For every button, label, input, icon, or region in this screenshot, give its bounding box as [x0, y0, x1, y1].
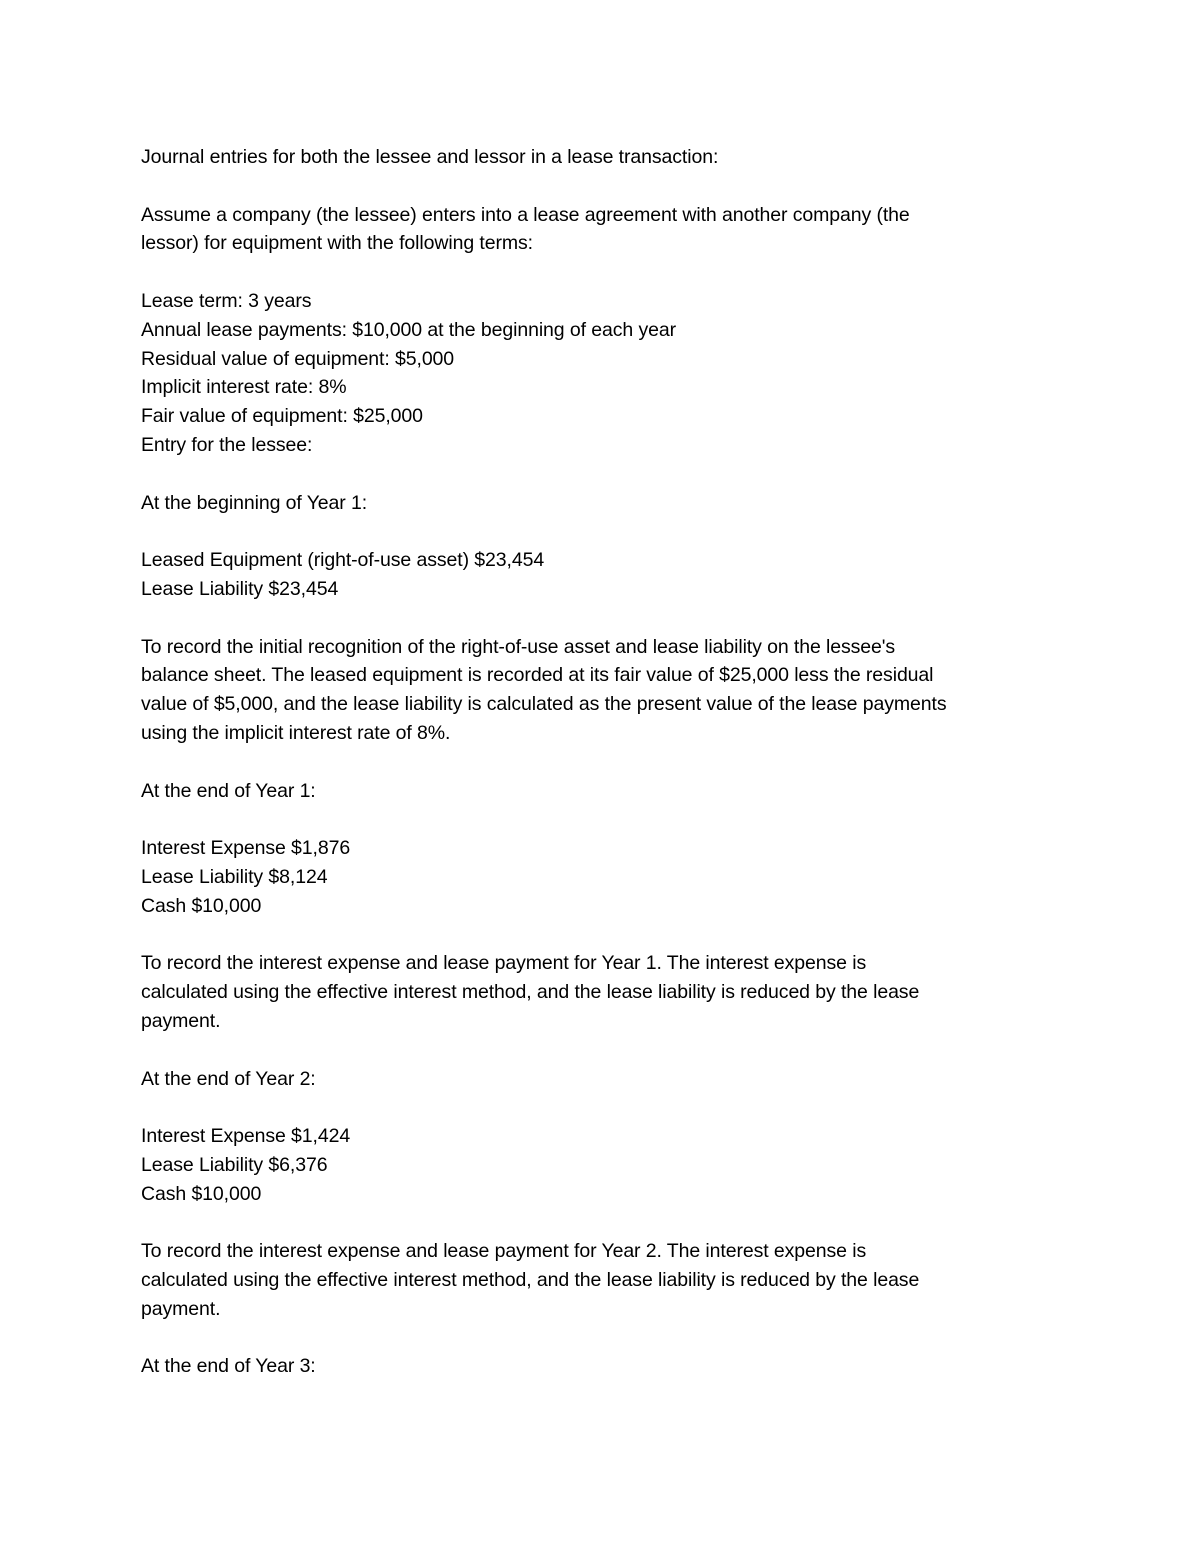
intro-paragraph: [141, 201, 1071, 259]
lease-term-item: Annual lease payments: $10,000 at the beginning of each year: [141, 318, 676, 341]
section-title: At the beginning of Year 1:: [141, 491, 368, 514]
spacer: [141, 805, 1071, 834]
section-title: At the end of Year 1:: [141, 779, 316, 802]
spacer: [141, 748, 1071, 777]
lessee-entry-heading: Entry for the lessee:: [141, 433, 313, 456]
intro-line: Assume a company (the lessee) enters into a lease agreement with another company (the: [141, 203, 910, 226]
spacer: [141, 258, 1071, 287]
section-year3-end: [141, 1352, 1071, 1381]
journal-entry: Cash $10,000: [141, 894, 262, 917]
spacer: [141, 1208, 1071, 1237]
spacer: [141, 1324, 1071, 1353]
journal-entry: Interest Expense $1,876: [141, 837, 351, 860]
explanation-line: calculated using the effective interest method, and the lease liability is reduced by the lease: [141, 1269, 920, 1292]
explanation-line: using the implicit interest rate of 8%.: [141, 721, 451, 744]
spacer: [141, 604, 1071, 633]
explanation-line: payment.: [141, 1297, 221, 1320]
explanation-line: value of $5,000, and the lease liability is calculated as the present value of the lease payments: [141, 693, 947, 716]
lease-term-item: Residual value of equipment: $5,000: [141, 347, 455, 370]
journal-entry: Lease Liability $6,376: [141, 1153, 328, 1176]
spacer: [141, 921, 1071, 950]
explanation-line: To record the interest expense and lease payment for Year 2. The interest expense is: [141, 1240, 867, 1263]
lease-term-item: Lease term: 3 years: [141, 289, 312, 312]
journal-entry: Lease Liability $8,124: [141, 865, 328, 888]
spacer: [141, 1093, 1071, 1122]
document-heading: Journal entries for both the lessee and lessor in a lease transaction:: [141, 146, 719, 168]
explanation-line: To record the initial recognition of the right-of-use asset and lease liability on the lessee's: [141, 635, 896, 658]
spacer: [141, 460, 1071, 489]
section-year1-begin: [141, 489, 1071, 748]
journal-entry: Leased Equipment (right-of-use asset) $23,454: [141, 549, 545, 572]
section-title: At the end of Year 3:: [141, 1355, 316, 1378]
document-body: [141, 143, 1071, 1381]
journal-entry: Interest Expense $1,424: [141, 1125, 351, 1148]
lease-term-item: Implicit interest rate: 8%: [141, 376, 347, 399]
explanation-line: payment.: [141, 1009, 221, 1032]
journal-entry: Cash $10,000: [141, 1182, 262, 1205]
journal-entry: Lease Liability $23,454: [141, 577, 339, 600]
lease-terms-list: [141, 287, 1071, 460]
intro-line: lessor) for equipment with the following terms:: [141, 232, 533, 255]
spacer: [141, 172, 1071, 201]
spacer: [141, 517, 1071, 546]
explanation-line: balance sheet. The leased equipment is recorded at its fair value of $25,000 less the residual: [141, 664, 934, 687]
explanation-line: To record the interest expense and lease payment for Year 1. The interest expense is: [141, 952, 867, 975]
lease-term-item: Fair value of equipment: $25,000: [141, 405, 423, 428]
section-year2-end: [141, 1065, 1071, 1324]
spacer: [141, 1036, 1071, 1065]
section-year1-end: [141, 777, 1071, 1036]
section-title: At the end of Year 2:: [141, 1067, 316, 1090]
explanation-line: calculated using the effective interest method, and the lease liability is reduced by the lease: [141, 981, 920, 1004]
